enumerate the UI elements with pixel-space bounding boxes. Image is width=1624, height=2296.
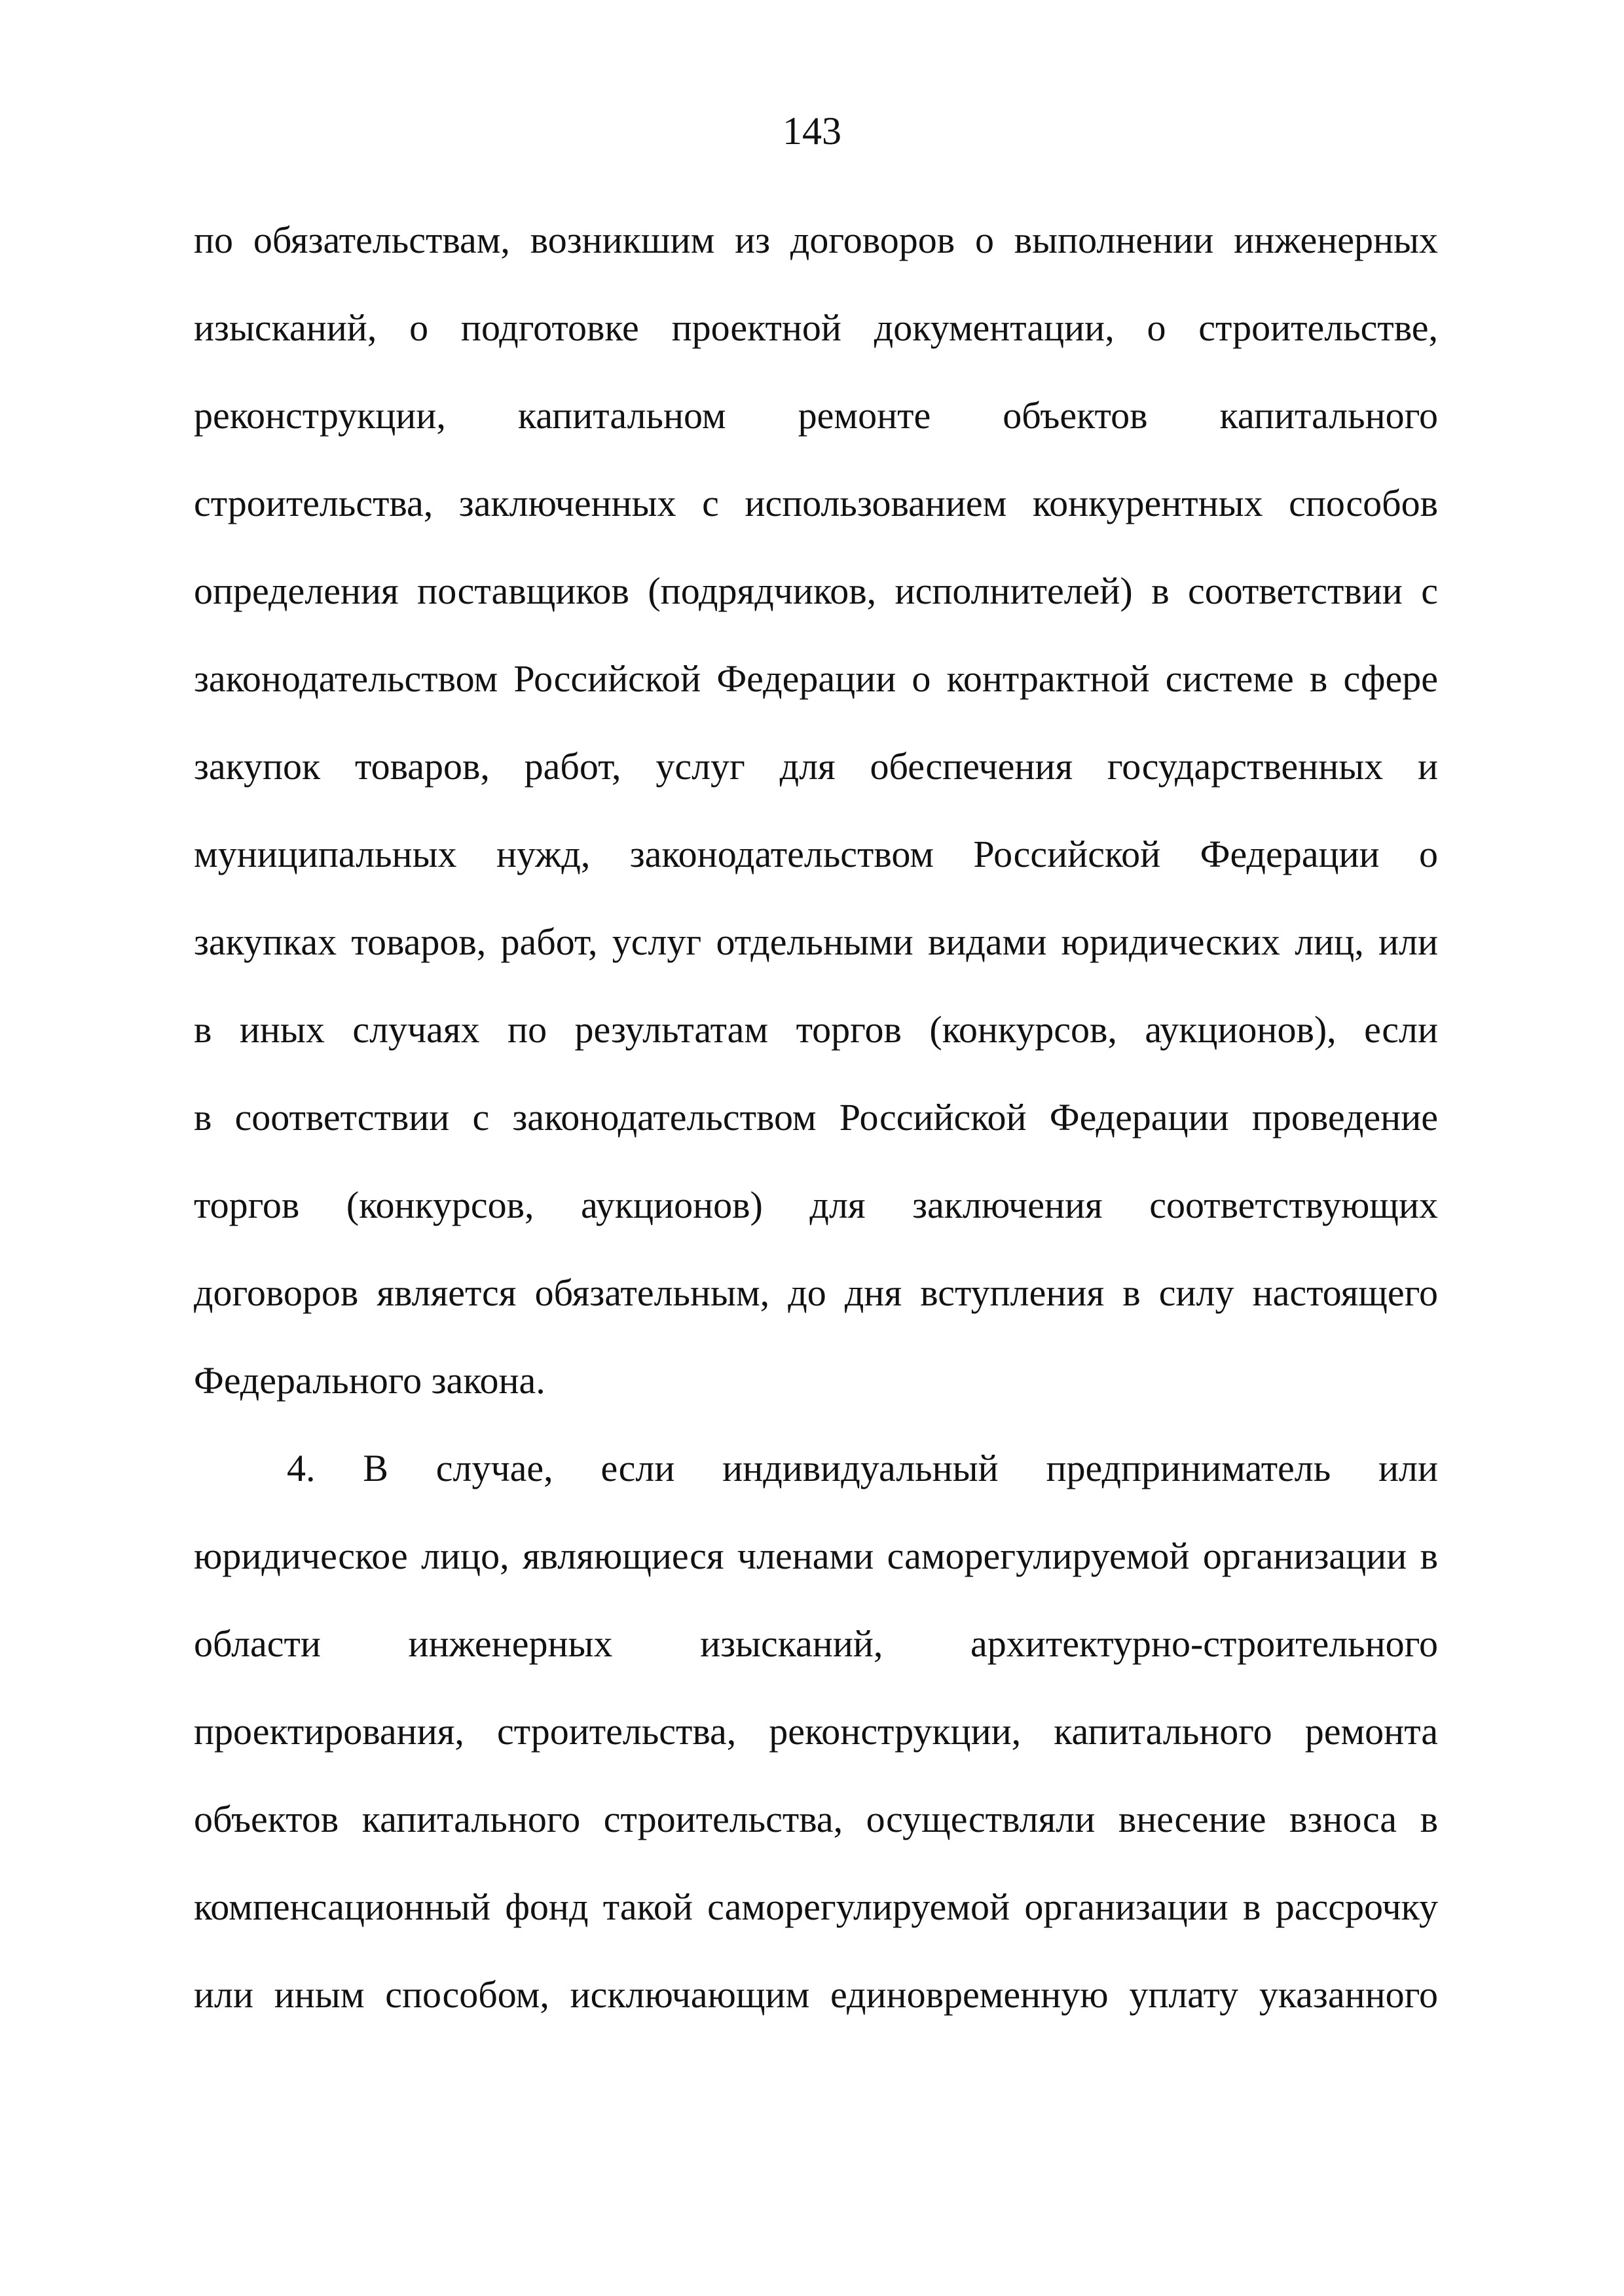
text-line: определения поставщиков (подрядчиков, исполнителей) в соответствии с: [194, 570, 1438, 612]
text-line: или иным способом, исключающим единовременную уплату указанного: [194, 1973, 1438, 2016]
text-line: муниципальных нужд, законодательством Российской Федерации о: [194, 833, 1438, 875]
text-line: договоров является обязательным, до дня вступления в силу настоящего: [194, 1271, 1438, 1314]
text-line: строительства, заключенных с использованием конкурентных способов: [194, 482, 1438, 524]
text-line: по обязательствам, возникшим из договоров о выполнении инженерных: [194, 219, 1438, 261]
text-line: реконструкции, капитальном ремонте объектов капитального: [194, 394, 1438, 437]
text-line: в иных случаях по результатам торгов (конкурсов, аукционов), если: [194, 1008, 1438, 1051]
paragraph-last-line: Федерального закона.: [194, 1359, 545, 1402]
text-line: области инженерных изысканий, архитектурно-строительного: [194, 1622, 1438, 1665]
text-line: изысканий, о подготовке проектной документации, о строительстве,: [194, 306, 1438, 349]
text-line: в соответствии с законодательством Российской Федерации проведение: [194, 1096, 1438, 1139]
text-line: объектов капитального строительства, осуществляли внесение взноса в: [194, 1798, 1438, 1840]
text-line: закупках товаров, работ, услуг отдельными видами юридических лиц, или: [194, 920, 1438, 963]
text-line: компенсационный фонд такой саморегулируемой организации в рассрочку: [194, 1886, 1438, 1928]
text-line: законодательством Российской Федерации о контрактной системе в сфере: [194, 657, 1438, 700]
text-line: юридическое лицо, являющиеся членами саморегулируемой организации в: [194, 1535, 1438, 1577]
page-number: 143: [783, 109, 841, 153]
text-line: закупок товаров, работ, услуг для обеспечения государственных и: [194, 745, 1438, 788]
body-text: [194, 196, 1438, 2039]
text-line: проектирования, строительства, реконструкции, капитального ремонта: [194, 1710, 1438, 1753]
text-line: торгов (конкурсов, аукционов) для заключения соответствующих: [194, 1184, 1438, 1226]
paragraph-first-line: 4. В случае, если индивидуальный предприниматель или: [287, 1447, 1438, 1489]
